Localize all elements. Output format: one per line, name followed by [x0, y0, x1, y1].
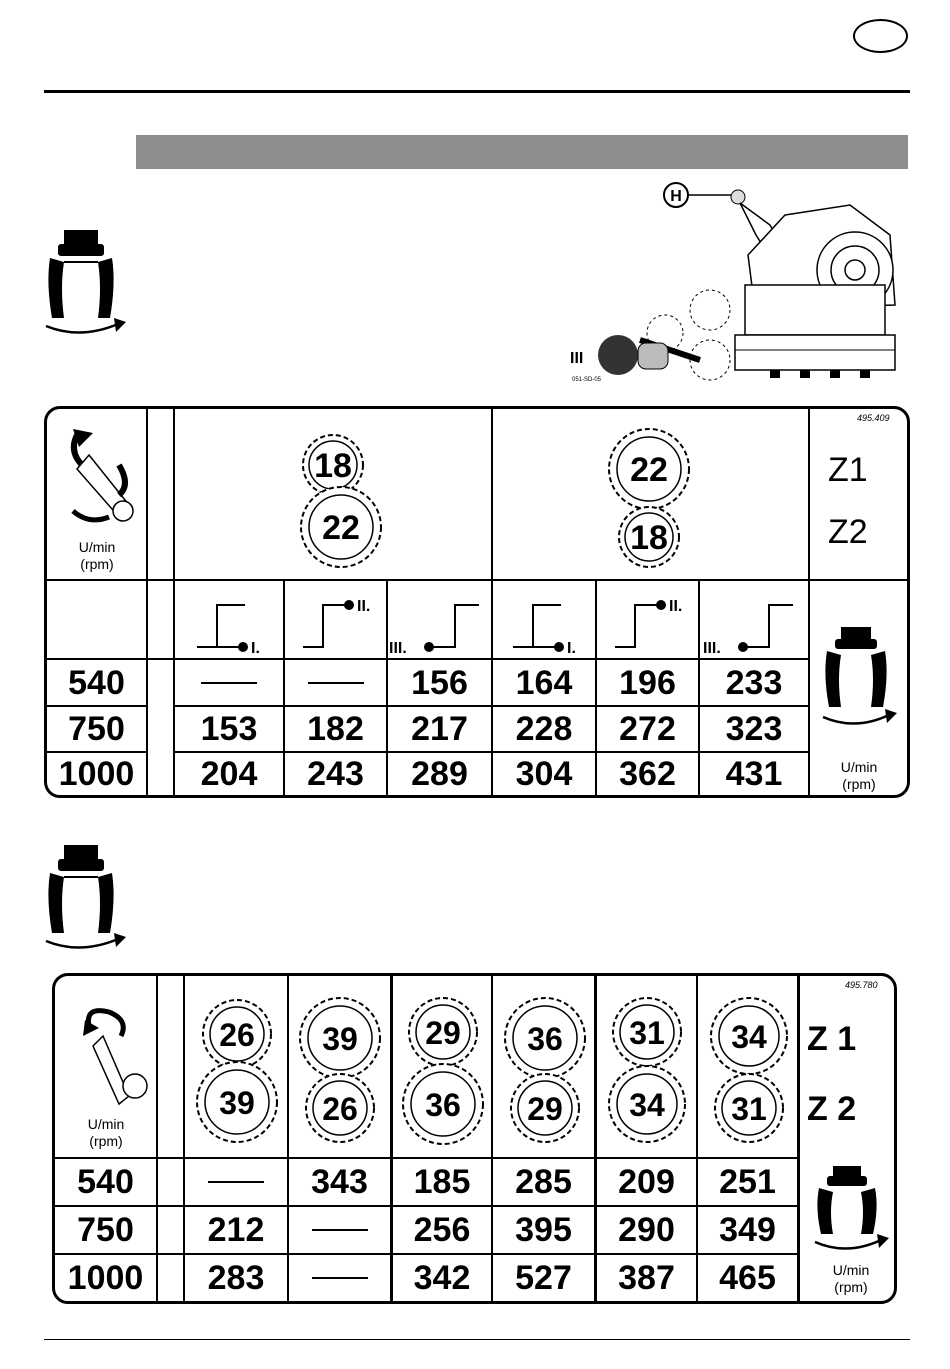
svg-text:I.: I.	[567, 640, 576, 653]
z2-label: Z 2	[807, 1090, 857, 1128]
table-cell: 285	[515, 1163, 572, 1201]
no-value-dash	[208, 1181, 264, 1183]
table-cell: 431	[725, 755, 783, 793]
gear-pair-34-31	[701, 990, 797, 1150]
shift-position-ii-2	[605, 597, 695, 653]
table-code: 495.409	[857, 413, 890, 423]
table-cell: 527	[515, 1259, 572, 1297]
shift-position-ii	[293, 597, 383, 653]
svg-text:III.: III.	[389, 640, 407, 653]
svg-text:II.: II.	[669, 598, 683, 615]
svg-text:39: 39	[322, 1021, 358, 1057]
no-value-dash	[312, 1229, 368, 1231]
rpm-1000: 1000	[67, 1259, 144, 1297]
table-cell	[285, 660, 386, 705]
section-title-bar	[136, 135, 908, 169]
table-cell: 323	[725, 710, 783, 748]
svg-text:26: 26	[322, 1091, 358, 1127]
table-cell: 465	[719, 1259, 776, 1297]
table-cell: 349	[719, 1211, 776, 1249]
rpm-540: 540	[68, 663, 125, 702]
svg-text:39: 39	[219, 1085, 255, 1121]
unit-label: U/min	[78, 539, 116, 555]
svg-text:34: 34	[731, 1019, 767, 1055]
rpm-750: 750	[77, 1211, 134, 1249]
unit-label-rpm: (rpm)	[80, 555, 114, 572]
svg-text:31: 31	[731, 1091, 767, 1127]
table-cell: 283	[207, 1259, 265, 1297]
footer-rule	[44, 1339, 910, 1340]
svg-text:26: 26	[219, 1017, 255, 1053]
table-cell: 156	[411, 663, 468, 702]
no-value-dash	[308, 682, 364, 684]
gear-pair-31-34	[599, 990, 695, 1150]
table-cell: 212	[207, 1211, 265, 1249]
svg-text:34: 34	[629, 1087, 665, 1123]
table-cell: 256	[413, 1211, 471, 1249]
svg-text:29: 29	[425, 1015, 461, 1051]
z1-label: Z 1	[807, 1020, 857, 1058]
drawing-code: 051-SD-05	[572, 377, 602, 383]
shift-position-i-2	[503, 597, 593, 653]
gear-pair-36-29	[497, 990, 593, 1150]
svg-text:I.: I.	[251, 640, 260, 653]
rpm-750: 750	[68, 710, 125, 748]
svg-text:36: 36	[527, 1021, 563, 1057]
pto-output-icon	[819, 625, 899, 745]
table-cell: 290	[618, 1211, 675, 1249]
z1-label: Z1	[828, 451, 868, 489]
table-cell: 209	[618, 1163, 675, 1201]
shaft-rotation-icon	[59, 425, 139, 525]
gear-speed-table-1	[44, 406, 910, 798]
pto-output-icon	[811, 1164, 891, 1260]
table-cell: 196	[619, 663, 676, 702]
table-cell: 387	[618, 1259, 675, 1297]
table-cell: 251	[719, 1163, 776, 1201]
table-cell: 228	[515, 710, 573, 748]
unit-label: U/min	[87, 1116, 125, 1132]
table-cell	[185, 1159, 287, 1205]
table-cell: 343	[311, 1163, 368, 1201]
output-unit-label: U/min	[832, 1262, 870, 1278]
rpm-1000: 1000	[58, 755, 135, 793]
gearbox-illustration	[560, 175, 910, 390]
shift-position-iii	[389, 597, 489, 653]
gear-pair-22-18	[603, 427, 699, 575]
table-cell: 362	[619, 755, 676, 793]
pto-rotation-icon	[40, 228, 130, 340]
language-badge	[853, 19, 908, 53]
output-unit-label-rpm: (rpm)	[834, 1278, 868, 1295]
table-cell: 395	[515, 1211, 572, 1249]
table-cell: 164	[515, 663, 573, 702]
table-cell: 217	[411, 710, 468, 748]
label-iii: III	[570, 350, 584, 367]
table-cell: 243	[307, 755, 364, 793]
no-value-dash	[201, 682, 257, 684]
gear-pair-18-22	[293, 427, 389, 575]
gear-pair-26-39	[189, 990, 285, 1150]
table-cell: 182	[307, 710, 364, 748]
pto-rotation-icon-2	[40, 843, 130, 955]
table-cell: 289	[411, 755, 468, 793]
gear-bottom: 22	[322, 509, 360, 547]
svg-text:29: 29	[527, 1091, 563, 1127]
svg-text:II.: II.	[357, 598, 371, 615]
table-cell	[289, 1255, 390, 1301]
table-cell: 272	[619, 710, 676, 748]
table-cell: 342	[413, 1259, 471, 1297]
svg-text:31: 31	[629, 1015, 665, 1051]
z2-label: Z2	[828, 513, 868, 551]
shift-position-iii-2	[703, 597, 803, 653]
table-cell: 304	[515, 755, 573, 793]
table-cell: 153	[200, 710, 258, 748]
gear-pair-29-36	[395, 990, 491, 1150]
shift-position-i	[187, 597, 277, 653]
no-value-dash	[312, 1277, 368, 1279]
table-code: 495.780	[845, 980, 878, 990]
shaft-rotation-icon	[79, 1006, 151, 1106]
rpm-540: 540	[77, 1163, 134, 1201]
gear-pair-39-26	[292, 990, 388, 1150]
table-cell	[289, 1207, 390, 1253]
gear-speed-table-2	[52, 973, 897, 1304]
svg-text:III.: III.	[703, 640, 721, 653]
table-cell	[175, 660, 283, 705]
label-h: H	[670, 188, 682, 205]
gear-top: 22	[630, 451, 668, 489]
table-cell: 204	[200, 755, 258, 793]
gear-top: 18	[314, 447, 352, 485]
table-cell: 185	[413, 1163, 471, 1201]
unit-label-rpm: (rpm)	[89, 1132, 123, 1149]
table-cell: 233	[725, 663, 783, 702]
output-unit-label: U/min	[840, 759, 878, 775]
output-unit-label-rpm: (rpm)	[842, 775, 876, 792]
gear-bottom: 18	[630, 519, 668, 557]
svg-text:36: 36	[425, 1087, 461, 1123]
header-rule	[44, 90, 910, 93]
